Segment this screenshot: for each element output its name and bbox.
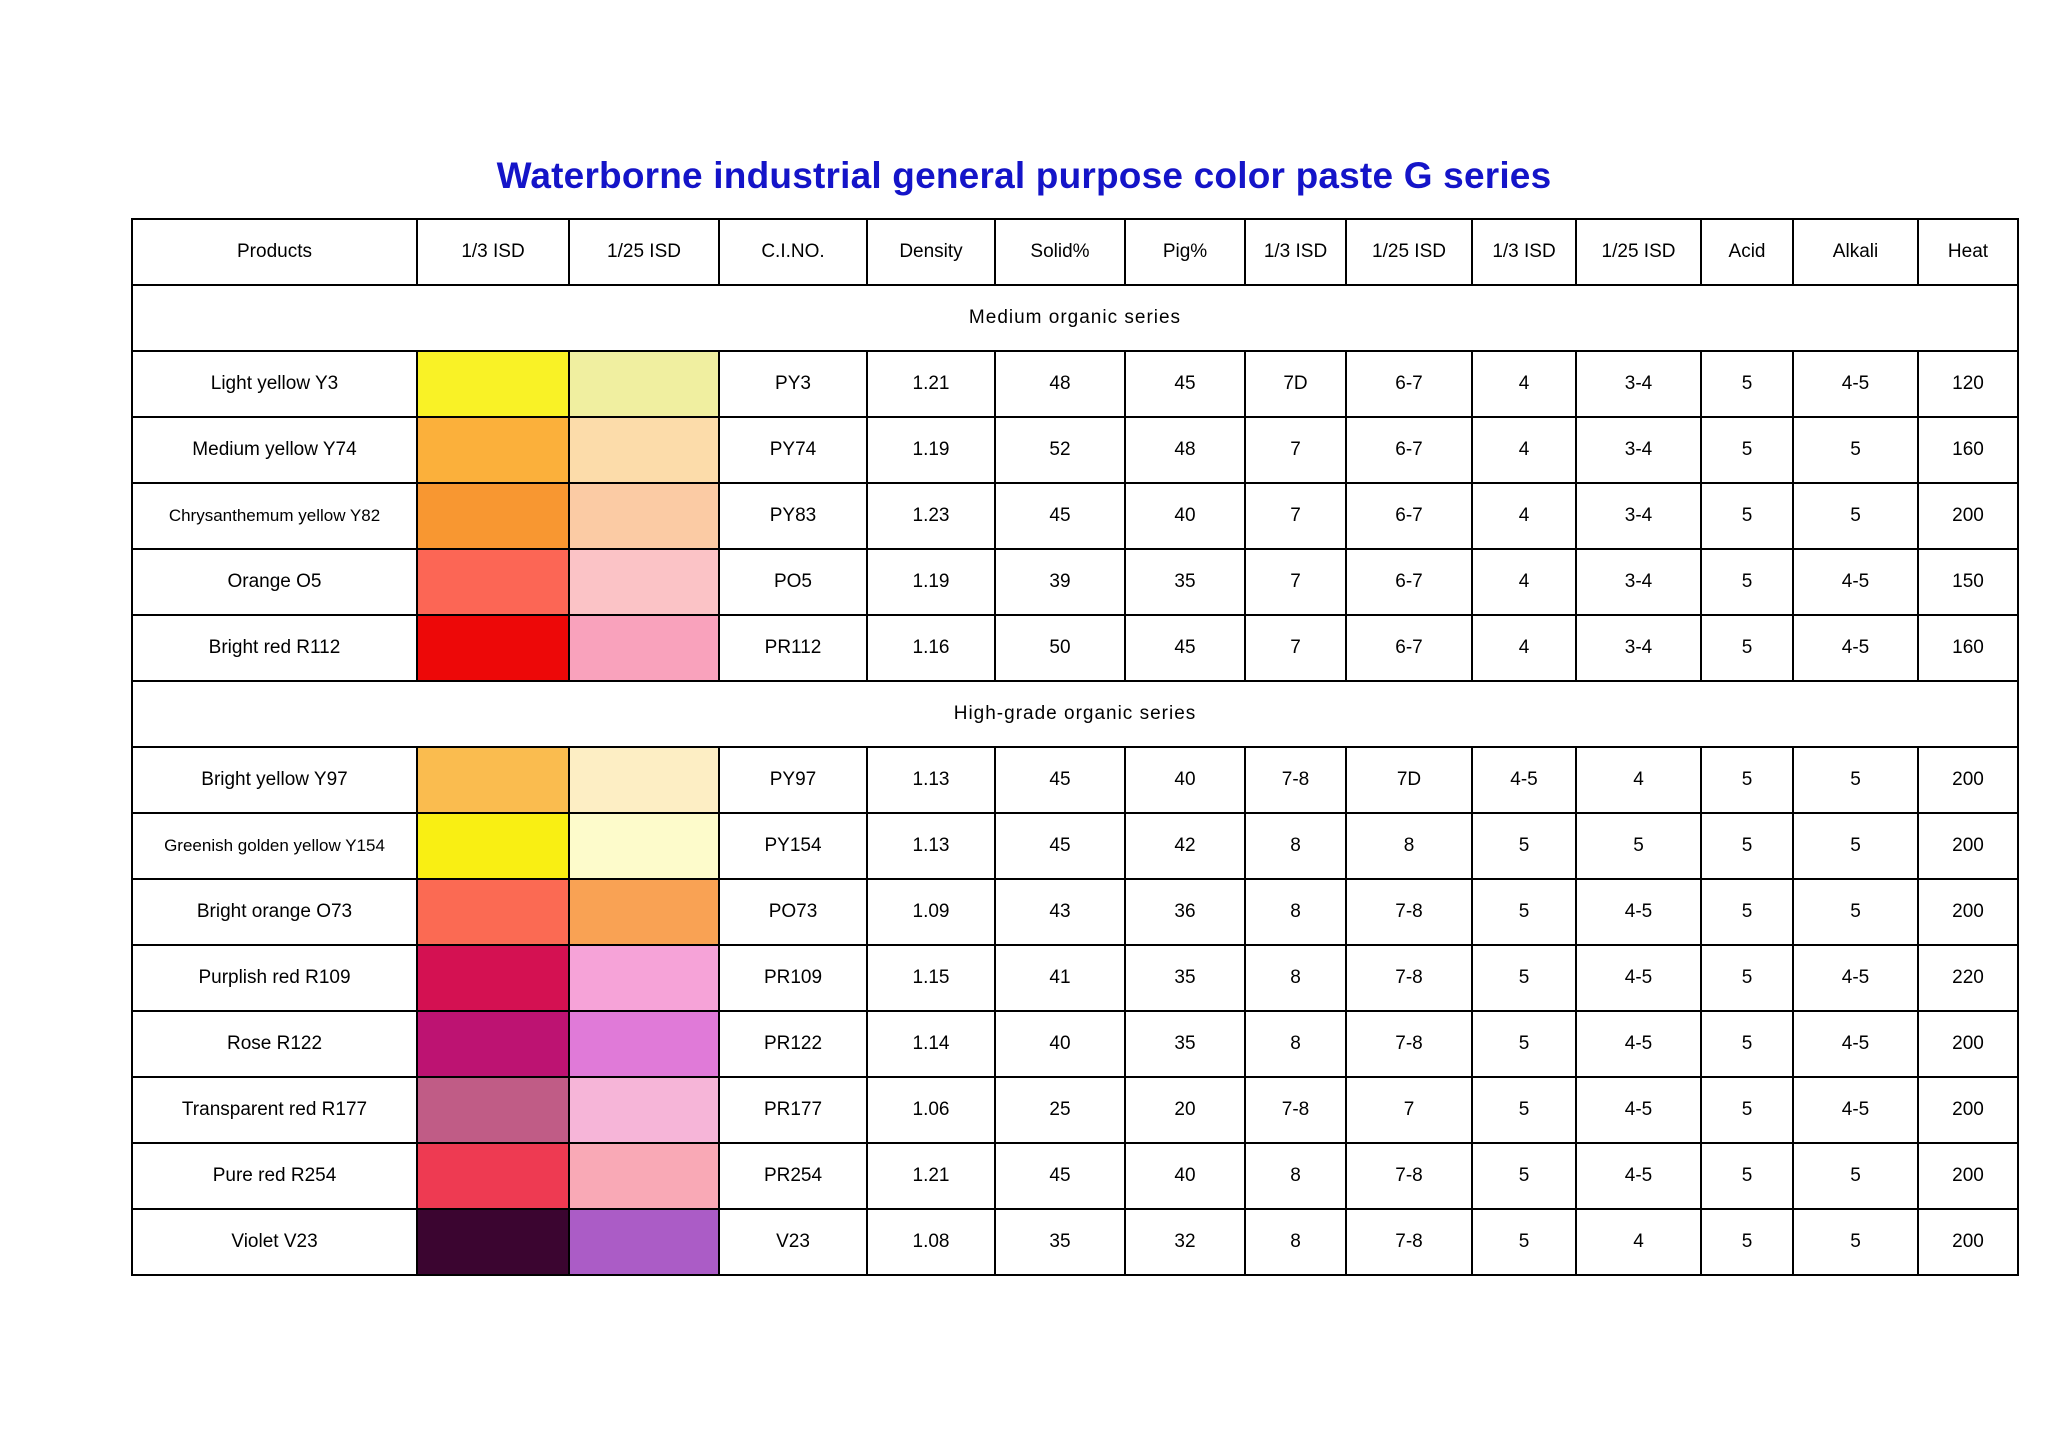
color-swatch-1-3-isd-fill [418, 748, 568, 812]
cell-acid: 5 [1701, 813, 1793, 879]
column-header-isd-1-3-a: 1/3 ISD [417, 219, 569, 285]
color-swatch-1-3-isd [417, 483, 569, 549]
cell-heat: 160 [1918, 615, 2018, 681]
cell-lightfast-1-3: 7-8 [1245, 1077, 1346, 1143]
color-swatch-1-25-isd [569, 1143, 719, 1209]
color-swatch-1-3-isd-fill [418, 352, 568, 416]
product-name: Orange O5 [132, 549, 417, 615]
color-swatch-1-3-isd [417, 1077, 569, 1143]
color-swatch-1-3-isd [417, 879, 569, 945]
cell-solid-percent: 43 [995, 879, 1125, 945]
color-swatch-1-3-isd-fill [418, 880, 568, 944]
cell-ci-no: PY154 [719, 813, 867, 879]
cell-acid: 5 [1701, 1077, 1793, 1143]
cell-lightfast-1-25: 6-7 [1346, 549, 1472, 615]
cell-acid: 5 [1701, 615, 1793, 681]
cell-weather-1-25: 4-5 [1576, 945, 1701, 1011]
cell-alkali: 5 [1793, 747, 1918, 813]
cell-heat: 150 [1918, 549, 2018, 615]
cell-pig-percent: 40 [1125, 483, 1245, 549]
cell-lightfast-1-3: 7 [1245, 549, 1346, 615]
cell-alkali: 5 [1793, 1143, 1918, 1209]
color-swatch-1-25-isd-fill [570, 616, 718, 680]
cell-pig-percent: 35 [1125, 1011, 1245, 1077]
cell-heat: 200 [1918, 813, 2018, 879]
column-header-isd-1-3-b: 1/3 ISD [1245, 219, 1346, 285]
cell-ci-no: PY74 [719, 417, 867, 483]
cell-pig-percent: 45 [1125, 615, 1245, 681]
cell-alkali: 5 [1793, 483, 1918, 549]
table-row [132, 1209, 2018, 1275]
cell-acid: 5 [1701, 483, 1793, 549]
color-swatch-1-25-isd [569, 1077, 719, 1143]
color-swatch-1-3-isd-fill [418, 550, 568, 614]
color-swatch-1-3-isd-fill [418, 1210, 568, 1274]
cell-lightfast-1-25: 7-8 [1346, 1143, 1472, 1209]
color-swatch-1-25-isd [569, 615, 719, 681]
cell-weather-1-3: 5 [1472, 1077, 1576, 1143]
page-title: Waterborne industrial general purpose color paste G series [496, 155, 1552, 196]
product-name: Bright orange O73 [132, 879, 417, 945]
cell-lightfast-1-25: 7 [1346, 1077, 1472, 1143]
column-header-isd-1-25-a: 1/25 ISD [569, 219, 719, 285]
cell-lightfast-1-3: 8 [1245, 813, 1346, 879]
cell-weather-1-25: 5 [1576, 813, 1701, 879]
color-swatch-1-25-isd-fill [570, 946, 718, 1010]
color-swatch-1-25-isd [569, 1209, 719, 1275]
product-name: Pure red R254 [132, 1143, 417, 1209]
cell-heat: 200 [1918, 747, 2018, 813]
section-title: High-grade organic series [132, 681, 2018, 747]
cell-weather-1-3: 4 [1472, 417, 1576, 483]
color-swatch-1-3-isd-fill [418, 1144, 568, 1208]
cell-alkali: 4-5 [1793, 945, 1918, 1011]
cell-lightfast-1-25: 7-8 [1346, 1209, 1472, 1275]
cell-weather-1-3: 5 [1472, 1011, 1576, 1077]
cell-lightfast-1-3: 8 [1245, 1143, 1346, 1209]
cell-pig-percent: 36 [1125, 879, 1245, 945]
cell-weather-1-25: 3-4 [1576, 549, 1701, 615]
cell-weather-1-3: 4 [1472, 615, 1576, 681]
cell-weather-1-3: 5 [1472, 1209, 1576, 1275]
cell-weather-1-25: 3-4 [1576, 417, 1701, 483]
color-swatch-1-25-isd-fill [570, 880, 718, 944]
product-name: Purplish red R109 [132, 945, 417, 1011]
cell-density: 1.13 [867, 747, 995, 813]
table-row [132, 417, 2018, 483]
cell-lightfast-1-3: 7 [1245, 483, 1346, 549]
cell-pig-percent: 40 [1125, 1143, 1245, 1209]
cell-weather-1-25: 4 [1576, 1209, 1701, 1275]
color-swatch-1-3-isd [417, 813, 569, 879]
cell-density: 1.19 [867, 417, 995, 483]
cell-solid-percent: 50 [995, 615, 1125, 681]
cell-lightfast-1-25: 7D [1346, 747, 1472, 813]
color-swatch-1-25-isd [569, 549, 719, 615]
product-name: Transparent red R177 [132, 1077, 417, 1143]
cell-heat: 200 [1918, 879, 2018, 945]
table-row [132, 1077, 2018, 1143]
table-row [132, 483, 2018, 549]
color-paste-table [131, 218, 2019, 1276]
cell-lightfast-1-25: 6-7 [1346, 417, 1472, 483]
color-swatch-1-25-isd-fill [570, 1012, 718, 1076]
cell-weather-1-3: 5 [1472, 1143, 1576, 1209]
cell-solid-percent: 45 [995, 1143, 1125, 1209]
column-header-isd-1-25-c: 1/25 ISD [1576, 219, 1701, 285]
color-swatch-1-3-isd [417, 1143, 569, 1209]
color-swatch-1-25-isd [569, 1011, 719, 1077]
cell-weather-1-3: 4 [1472, 549, 1576, 615]
cell-pig-percent: 35 [1125, 549, 1245, 615]
color-swatch-1-3-isd-fill [418, 1012, 568, 1076]
cell-ci-no: PR122 [719, 1011, 867, 1077]
cell-lightfast-1-3: 8 [1245, 1209, 1346, 1275]
cell-lightfast-1-3: 8 [1245, 879, 1346, 945]
color-swatch-1-3-isd [417, 1209, 569, 1275]
cell-density: 1.06 [867, 1077, 995, 1143]
product-name: Greenish golden yellow Y154 [132, 813, 417, 879]
cell-weather-1-25: 4 [1576, 747, 1701, 813]
color-swatch-1-3-isd [417, 417, 569, 483]
color-swatch-1-25-isd-fill [570, 550, 718, 614]
cell-acid: 5 [1701, 417, 1793, 483]
cell-density: 1.23 [867, 483, 995, 549]
cell-alkali: 4-5 [1793, 351, 1918, 417]
cell-density: 1.21 [867, 1143, 995, 1209]
cell-lightfast-1-25: 6-7 [1346, 615, 1472, 681]
color-swatch-1-25-isd-fill [570, 748, 718, 812]
cell-lightfast-1-25: 7-8 [1346, 1011, 1472, 1077]
table-body [132, 285, 2018, 1275]
color-swatch-1-3-isd [417, 945, 569, 1011]
table-row [132, 747, 2018, 813]
cell-heat: 120 [1918, 351, 2018, 417]
product-name: Violet V23 [132, 1209, 417, 1275]
cell-weather-1-25: 3-4 [1576, 615, 1701, 681]
cell-acid: 5 [1701, 351, 1793, 417]
cell-ci-no: PO5 [719, 549, 867, 615]
section-title: Medium organic series [132, 285, 2018, 351]
column-header-alkali: Alkali [1793, 219, 1918, 285]
cell-heat: 200 [1918, 1143, 2018, 1209]
header-row [132, 219, 2018, 285]
cell-solid-percent: 35 [995, 1209, 1125, 1275]
cell-density: 1.16 [867, 615, 995, 681]
color-swatch-1-3-isd-fill [418, 418, 568, 482]
cell-pig-percent: 45 [1125, 351, 1245, 417]
cell-solid-percent: 45 [995, 747, 1125, 813]
cell-heat: 200 [1918, 483, 2018, 549]
column-header-heat: Heat [1918, 219, 2018, 285]
color-swatch-1-25-isd [569, 483, 719, 549]
cell-alkali: 4-5 [1793, 549, 1918, 615]
column-header-isd-1-25-b: 1/25 ISD [1346, 219, 1472, 285]
product-name: Light yellow Y3 [132, 351, 417, 417]
cell-ci-no: PR112 [719, 615, 867, 681]
cell-solid-percent: 41 [995, 945, 1125, 1011]
cell-lightfast-1-3: 7-8 [1245, 747, 1346, 813]
cell-alkali: 5 [1793, 417, 1918, 483]
cell-pig-percent: 32 [1125, 1209, 1245, 1275]
cell-lightfast-1-3: 8 [1245, 945, 1346, 1011]
cell-weather-1-3: 4 [1472, 351, 1576, 417]
cell-weather-1-25: 3-4 [1576, 483, 1701, 549]
product-name: Chrysanthemum yellow Y82 [132, 483, 417, 549]
table-row [132, 1011, 2018, 1077]
cell-alkali: 5 [1793, 813, 1918, 879]
cell-solid-percent: 52 [995, 417, 1125, 483]
color-swatch-1-25-isd [569, 351, 719, 417]
table-row [132, 879, 2018, 945]
cell-acid: 5 [1701, 549, 1793, 615]
cell-acid: 5 [1701, 747, 1793, 813]
cell-weather-1-3: 5 [1472, 945, 1576, 1011]
cell-ci-no: V23 [719, 1209, 867, 1275]
cell-pig-percent: 35 [1125, 945, 1245, 1011]
color-swatch-1-3-isd-fill [418, 1078, 568, 1142]
table-row [132, 1143, 2018, 1209]
cell-heat: 220 [1918, 945, 2018, 1011]
cell-density: 1.14 [867, 1011, 995, 1077]
cell-ci-no: PR177 [719, 1077, 867, 1143]
cell-alkali: 4-5 [1793, 1011, 1918, 1077]
cell-pig-percent: 20 [1125, 1077, 1245, 1143]
product-name: Bright yellow Y97 [132, 747, 417, 813]
cell-lightfast-1-25: 6-7 [1346, 351, 1472, 417]
color-swatch-1-3-isd [417, 615, 569, 681]
color-swatch-1-25-isd-fill [570, 1078, 718, 1142]
cell-ci-no: PO73 [719, 879, 867, 945]
cell-weather-1-25: 4-5 [1576, 1011, 1701, 1077]
cell-pig-percent: 42 [1125, 813, 1245, 879]
section-header-row [132, 681, 2018, 747]
cell-density: 1.09 [867, 879, 995, 945]
cell-weather-1-25: 4-5 [1576, 1077, 1701, 1143]
product-name: Bright red R112 [132, 615, 417, 681]
color-swatch-1-25-isd-fill [570, 418, 718, 482]
cell-lightfast-1-3: 7D [1245, 351, 1346, 417]
section-header-row [132, 285, 2018, 351]
cell-heat: 200 [1918, 1077, 2018, 1143]
cell-density: 1.19 [867, 549, 995, 615]
table-header [132, 219, 2018, 285]
color-swatch-1-3-isd-fill [418, 814, 568, 878]
cell-density: 1.13 [867, 813, 995, 879]
color-swatch-1-3-isd [417, 351, 569, 417]
color-swatch-1-3-isd-fill [418, 946, 568, 1010]
cell-weather-1-3: 5 [1472, 813, 1576, 879]
cell-heat: 200 [1918, 1011, 2018, 1077]
cell-solid-percent: 45 [995, 813, 1125, 879]
cell-ci-no: PY3 [719, 351, 867, 417]
table-row [132, 351, 2018, 417]
color-swatch-1-3-isd [417, 1011, 569, 1077]
color-swatch-1-25-isd-fill [570, 484, 718, 548]
cell-solid-percent: 25 [995, 1077, 1125, 1143]
cell-solid-percent: 45 [995, 483, 1125, 549]
cell-acid: 5 [1701, 1011, 1793, 1077]
table-row [132, 615, 2018, 681]
color-swatch-1-3-isd-fill [418, 616, 568, 680]
product-name: Medium yellow Y74 [132, 417, 417, 483]
cell-density: 1.08 [867, 1209, 995, 1275]
cell-lightfast-1-25: 7-8 [1346, 879, 1472, 945]
cell-density: 1.15 [867, 945, 995, 1011]
column-header-products: Products [132, 219, 417, 285]
column-header-pig: Pig% [1125, 219, 1245, 285]
cell-alkali: 4-5 [1793, 615, 1918, 681]
table-row [132, 945, 2018, 1011]
column-header-density: Density [867, 219, 995, 285]
cell-weather-1-25: 4-5 [1576, 1143, 1701, 1209]
color-swatch-1-25-isd [569, 747, 719, 813]
color-swatch-1-25-isd [569, 813, 719, 879]
cell-solid-percent: 48 [995, 351, 1125, 417]
color-swatch-1-25-isd-fill [570, 1210, 718, 1274]
cell-weather-1-3: 4 [1472, 483, 1576, 549]
cell-density: 1.21 [867, 351, 995, 417]
color-swatch-1-3-isd [417, 747, 569, 813]
product-name: Rose R122 [132, 1011, 417, 1077]
cell-solid-percent: 39 [995, 549, 1125, 615]
cell-weather-1-3: 4-5 [1472, 747, 1576, 813]
cell-alkali: 5 [1793, 879, 1918, 945]
color-swatch-1-25-isd-fill [570, 814, 718, 878]
cell-ci-no: PY97 [719, 747, 867, 813]
color-paste-table-wrapper [131, 218, 1989, 1276]
cell-heat: 160 [1918, 417, 2018, 483]
color-swatch-1-25-isd [569, 417, 719, 483]
cell-alkali: 5 [1793, 1209, 1918, 1275]
cell-weather-1-25: 3-4 [1576, 351, 1701, 417]
cell-acid: 5 [1701, 945, 1793, 1011]
cell-solid-percent: 40 [995, 1011, 1125, 1077]
column-header-acid: Acid [1701, 219, 1793, 285]
cell-weather-1-3: 5 [1472, 879, 1576, 945]
cell-lightfast-1-3: 7 [1245, 615, 1346, 681]
cell-ci-no: PY83 [719, 483, 867, 549]
color-swatch-1-25-isd-fill [570, 352, 718, 416]
cell-pig-percent: 40 [1125, 747, 1245, 813]
table-row [132, 813, 2018, 879]
cell-heat: 200 [1918, 1209, 2018, 1275]
cell-acid: 5 [1701, 1143, 1793, 1209]
cell-acid: 5 [1701, 1209, 1793, 1275]
color-swatch-1-25-isd [569, 879, 719, 945]
column-header-ci-no: C.I.NO. [719, 219, 867, 285]
cell-ci-no: PR254 [719, 1143, 867, 1209]
cell-lightfast-1-3: 8 [1245, 1011, 1346, 1077]
color-swatch-1-25-isd-fill [570, 1144, 718, 1208]
cell-ci-no: PR109 [719, 945, 867, 1011]
cell-pig-percent: 48 [1125, 417, 1245, 483]
cell-weather-1-25: 4-5 [1576, 879, 1701, 945]
color-swatch-1-25-isd [569, 945, 719, 1011]
cell-lightfast-1-3: 7 [1245, 417, 1346, 483]
table-row [132, 549, 2018, 615]
column-header-solid: Solid% [995, 219, 1125, 285]
cell-lightfast-1-25: 7-8 [1346, 945, 1472, 1011]
cell-lightfast-1-25: 6-7 [1346, 483, 1472, 549]
cell-lightfast-1-25: 8 [1346, 813, 1472, 879]
cell-acid: 5 [1701, 879, 1793, 945]
color-swatch-1-3-isd-fill [418, 484, 568, 548]
color-swatch-1-3-isd [417, 549, 569, 615]
column-header-isd-1-3-c: 1/3 ISD [1472, 219, 1576, 285]
cell-alkali: 4-5 [1793, 1077, 1918, 1143]
